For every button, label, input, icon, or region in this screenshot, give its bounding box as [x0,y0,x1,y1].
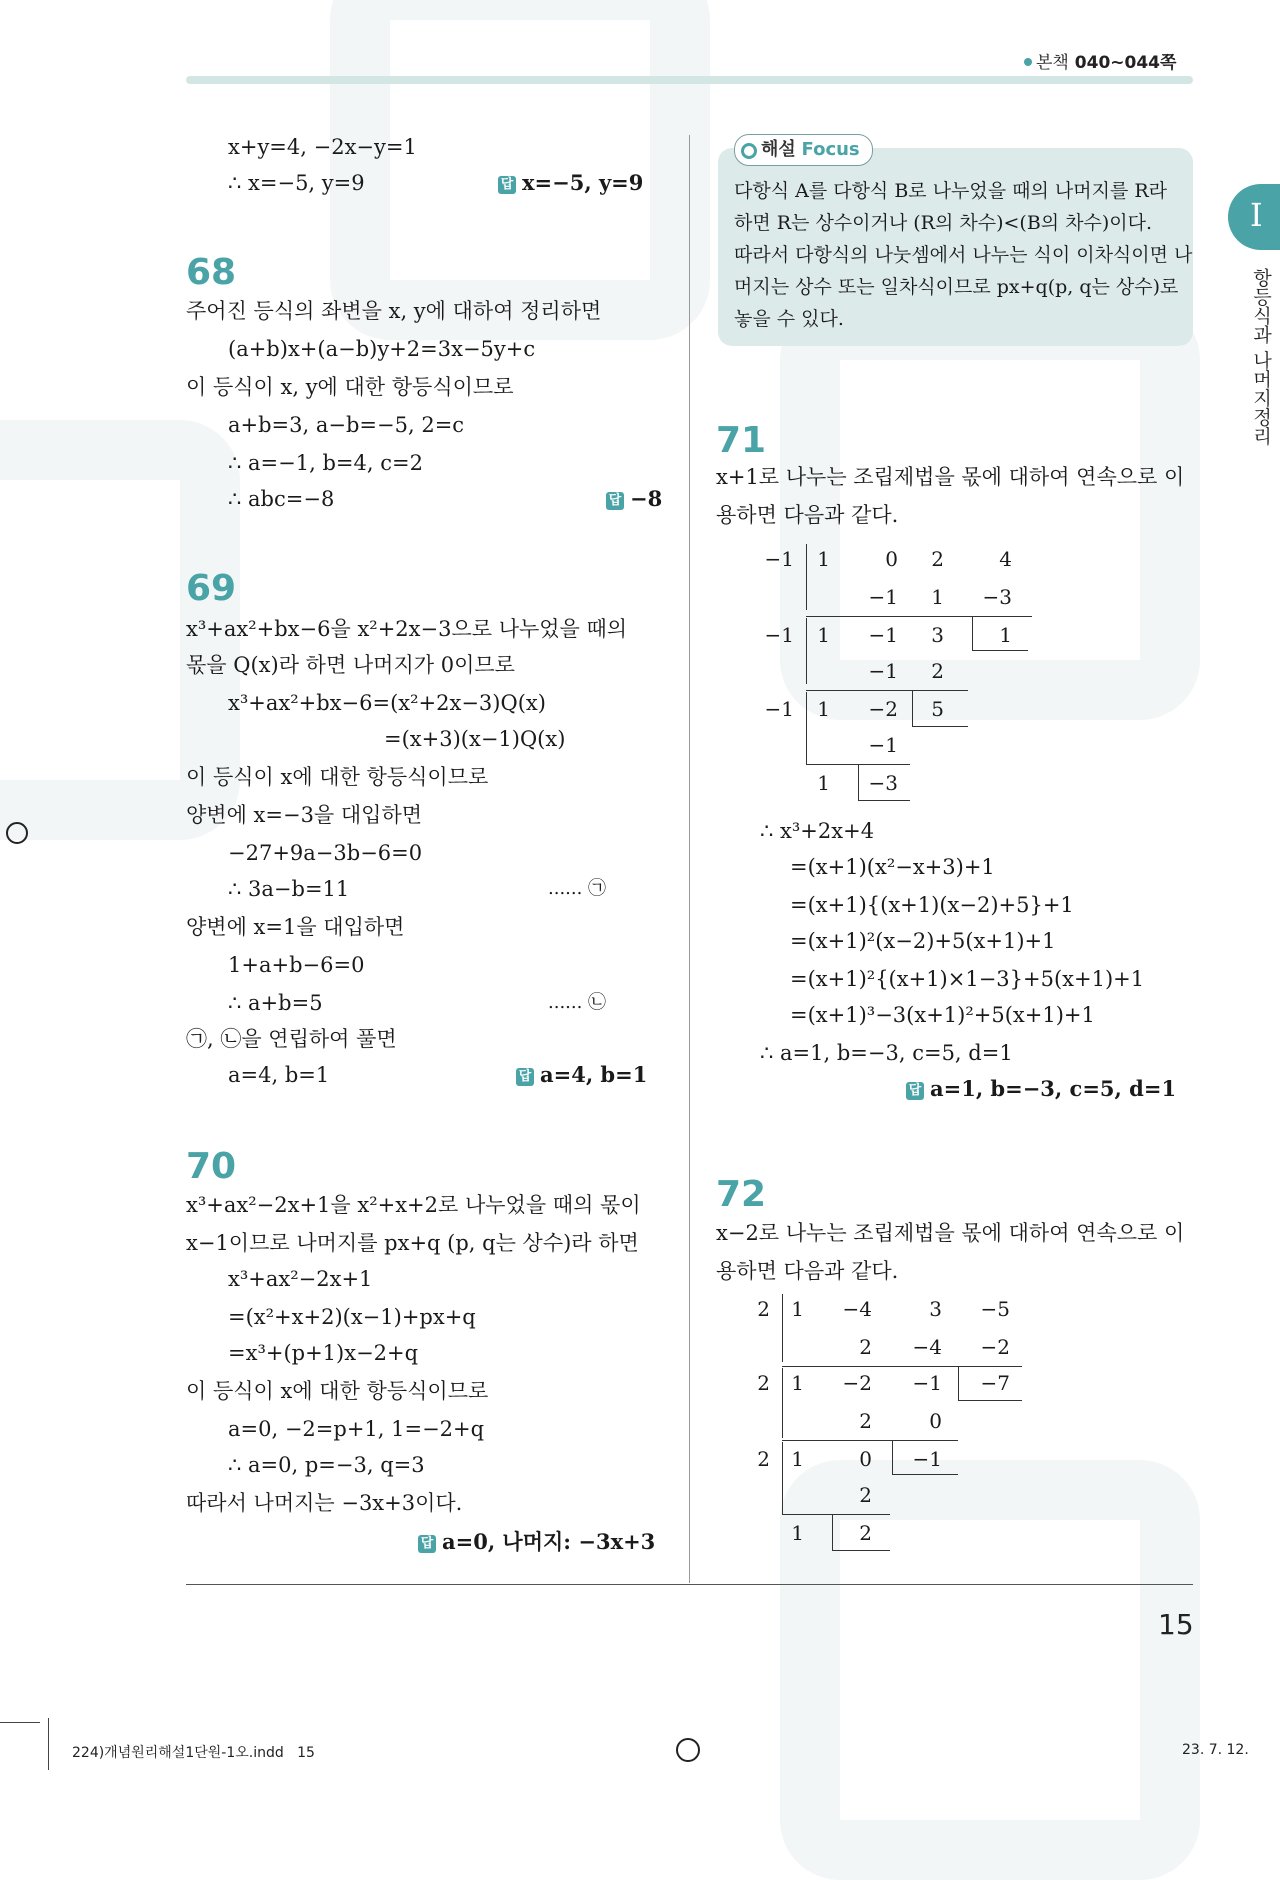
syn-cell: −1 [868,659,898,683]
syn-cell: 0 [885,547,898,571]
syn-cell: −2 [842,1371,872,1395]
syn-cell: 1 [817,697,830,721]
text-line: =x³+(p+1)x−2+q [228,1341,419,1365]
syn-cell: −2 [868,697,898,721]
text-line: a+b=3, a−b=−5, 2=c [228,413,465,437]
text-line: ∴ 3a−b=11 [228,877,350,901]
answer-mark-icon: 답 [906,1082,924,1100]
text-line: =(x+1)³−3(x+1)²+5(x+1)+1 [790,1003,1095,1027]
problem-number: 69 [186,568,237,609]
syn-cell: 1 [791,1371,804,1395]
text-line: ∴ a=1, b=−3, c=5, d=1 [760,1041,1013,1065]
syn-cell: −7 [980,1371,1010,1395]
text-line: 이 등식이 x에 대한 항등식이므로 [186,1379,489,1403]
text-line: 양변에 x=−3을 대입하면 [186,803,423,827]
focus-title: 해설 Focus [734,134,873,166]
registration-mark-icon [6,822,28,844]
text-line: a=0, −2=p+1, 1=−2+q [228,1417,485,1441]
text-line: a=4, b=1 [228,1063,330,1087]
text-line: =(x²+x+2)(x−1)+px+q [228,1305,476,1329]
text-line: x−1이므로 나머지를 px+q (p, q는 상수)라 하면 [186,1231,639,1255]
syn-cell: 3 [929,1297,942,1321]
chapter-roman: Ⅰ [1250,196,1263,234]
focus-line: 다항식 A를 다항식 B로 나누었을 때의 나머지를 R라 [734,180,1167,202]
syn-cell: 0 [859,1447,872,1471]
equation-mark: ...... ㉡ [548,992,607,1013]
text-line: (a+b)x+(a−b)y+2=3x−5y+c [228,337,536,361]
bottom-rule [186,1584,1193,1585]
focus-line: 하면 R는 상수이거나 (R의 차수)<(B의 차수)이다. [734,212,1153,234]
print-date: 23. 7. 12. [1182,1742,1249,1758]
syn-cell: 1 [817,547,830,571]
answer: 답 a=4, b=1 [516,1062,647,1087]
syn-cell: −1 [912,1447,942,1471]
syn-cell: 1 [999,623,1012,647]
text-line: =(x+1){(x+1)(x−2)+5}+1 [790,893,1074,917]
bullet-icon [1024,58,1032,66]
syn-cell: −1 [764,623,794,647]
text-line: ∴ x=−5, y=9 [228,171,365,195]
syn-cell: −1 [764,547,794,571]
answer-mark-icon: 답 [498,176,516,194]
syn-cell: −1 [868,623,898,647]
syn-cell: 5 [931,697,944,721]
text-line: 양변에 x=1을 대입하면 [186,915,405,939]
syn-cell: 1 [791,1521,804,1545]
file-info: 224)개념원리해설1단원-1오.indd 15 [72,1745,315,1761]
syn-cell: −4 [842,1297,872,1321]
text-line: =(x+1)²(x−2)+5(x+1)+1 [790,929,1056,953]
crop-mark [0,1722,40,1723]
text-line: ∴ a=0, p=−3, q=3 [228,1453,425,1477]
text-line: ∴ x³+2x+4 [760,819,875,843]
equation-mark: ...... ㉠ [548,878,607,899]
syn-cell: 1 [817,771,830,795]
syn-cell: 2 [757,1447,770,1471]
text-line: x³+ax²−2x+1 [228,1267,373,1291]
text-line: x+y=4, −2x−y=1 [228,135,417,159]
page-reference: 본책 040~044쪽 [1024,48,1176,73]
text-line: =(x+1)(x²−x+3)+1 [790,855,995,879]
focus-line: 머지는 상수 또는 일차식이므로 px+q(p, q는 상수)로 [734,276,1179,298]
text-line: x−2로 나누는 조립제법을 몫에 대하여 연속으로 이 [716,1221,1185,1245]
syn-cell: 2 [859,1409,872,1433]
text-line: 1+a+b−6=0 [228,953,365,977]
crop-mark [48,1718,49,1770]
syn-cell: 2 [931,659,944,683]
text-line: x³+ax²−2x+1을 x²+x+2로 나누었을 때의 몫이 [186,1193,641,1217]
text-line: 몫을 Q(x)라 하면 나머지가 0이므로 [186,653,515,677]
syn-cell: −5 [980,1297,1010,1321]
syn-cell: −2 [980,1335,1010,1359]
text-line: x³+ax²+bx−6=(x²+2x−3)Q(x) [228,691,546,715]
problem-number: 72 [716,1174,767,1215]
text-line: =(x+1)²{(x+1)×1−3}+5(x+1)+1 [790,967,1145,991]
answer: 답 a=1, b=−3, c=5, d=1 [906,1076,1176,1101]
answer-mark-icon: 답 [418,1535,436,1553]
text-line: ∴ a=−1, b=4, c=2 [228,451,423,475]
text-line: ㉠, ㉡을 연립하여 풀면 [186,1027,397,1051]
answer: 답 a=0, 나머지: −3x+3 [418,1526,655,1556]
syn-cell: 4 [999,547,1012,571]
target-icon [741,143,757,159]
syn-cell: −1 [912,1371,942,1395]
header-bar [186,76,1193,84]
syn-cell: 1 [791,1297,804,1321]
problem-number: 71 [716,420,767,461]
syn-cell: 1 [931,585,944,609]
text-line: 주어진 등식의 좌변을 x, y에 대하여 정리하면 [186,299,602,323]
syn-cell: 3 [931,623,944,647]
text-line: 용하면 다음과 같다. [716,1259,899,1283]
answer: 답 x=−5, y=9 [498,170,643,195]
answer-mark-icon: 답 [606,492,624,510]
syn-cell: 0 [929,1409,942,1433]
syn-cell: 2 [931,547,944,571]
problem-number: 70 [186,1146,237,1187]
syn-cell: 2 [859,1335,872,1359]
registration-mark-icon [676,1738,700,1762]
answer: 답 −8 [606,486,662,511]
answer-mark-icon: 답 [516,1068,534,1086]
text-line: x³+ax²+bx−6을 x²+2x−3으로 나누었을 때의 [186,617,628,641]
text-line: x+1로 나누는 조립제법을 몫에 대하여 연속으로 이 [716,465,1185,489]
text-line: 이 등식이 x, y에 대한 항등식이므로 [186,375,514,399]
text-line: 용하면 다음과 같다. [716,503,899,527]
page-number: 15 [1158,1608,1194,1641]
chapter-title: 항등식과 나머지정리 [1250,268,1272,446]
syn-cell: −3 [868,771,898,795]
text-line: −27+9a−3b−6=0 [228,841,423,865]
text-line: =(x+3)(x−1)Q(x) [384,727,566,751]
text-line: ∴ abc=−8 [228,487,335,511]
syn-cell: −1 [868,585,898,609]
syn-cell: 1 [817,623,830,647]
syn-cell: 2 [859,1521,872,1545]
syn-cell: 2 [859,1483,872,1507]
text-line: 따라서 나머지는 −3x+3이다. [186,1491,463,1515]
text-line: 이 등식이 x에 대한 항등식이므로 [186,765,489,789]
syn-cell: −1 [868,733,898,757]
focus-line: 따라서 다항식의 나눗셈에서 나누는 식이 이차식이면 나 [734,244,1193,266]
syn-cell: 2 [757,1371,770,1395]
syn-cell: 1 [791,1447,804,1471]
syn-cell: 2 [757,1297,770,1321]
syn-cell: −1 [764,697,794,721]
problem-number: 68 [186,252,237,293]
focus-line: 놓을 수 있다. [734,308,844,330]
syn-cell: −3 [982,585,1012,609]
column-divider [689,135,690,1583]
syn-cell: −4 [912,1335,942,1359]
text-line: ∴ a+b=5 [228,991,323,1015]
